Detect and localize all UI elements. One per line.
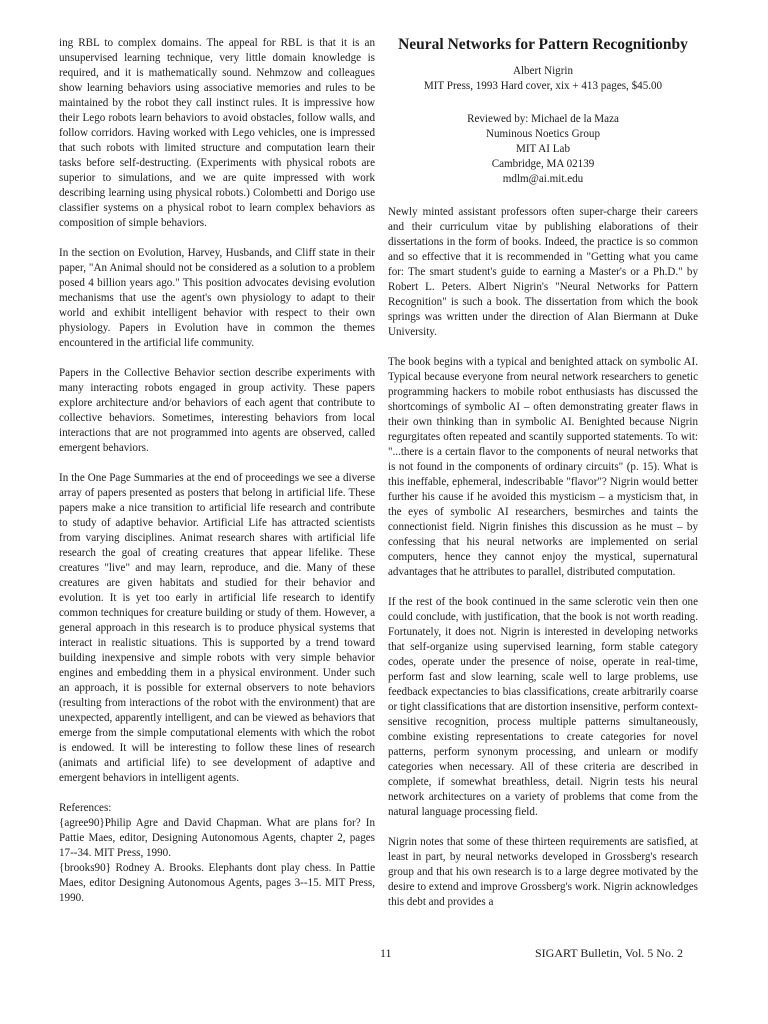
left-paragraph-2: In the section on Evolution, Harvey, Husbands, and Cliff state in their paper, "An Animal should not be considered as a solution to a problem posed 4 billion years ago." This position advocates devising evolution mechanisms that use the agent's own physiology to adapt to their world and exhibit intelligent behavior with respect to their own physiology. Papers in Evolution have in common the themes encountered in the artificial life community. bbox=[59, 247, 375, 349]
book-publication: MIT Press, 1993 Hard cover, xix + 413 pages, $45.00 bbox=[423, 80, 663, 92]
left-column bbox=[59, 36, 375, 906]
reviewer-group: Numinous Noetics Group bbox=[485, 128, 600, 140]
reviewer-city: Cambridge, MA 02139 bbox=[491, 158, 595, 170]
left-paragraph-1: ing RBL to complex domains. The appeal for RBL is that it is an unsupervised learning technique, very little domain knowledge is required, and it is mathematically sound. Nehmzow and colleagues show learning behaviors using associative memories and rules to be maintained by the robot they call instinct rules. It is impressive how their Lego robots learn behaviors to avoid obstacles, follow walls, and follow corridors. Having worked with Lego vehicles, one is impressed that such robots with limited structure and computation learn their tasks before self-destructing. (Experiments with physical robots are superior to simulations, and we are quite impressed with work describing learning using physical robots.) Colombetti and Dorigo use classifier systems on a physical robot to learn complex behaviors as composition of simple behaviors. bbox=[59, 37, 375, 229]
right-paragraph-2: The book begins with a typical and benighted attack on symbolic AI. Typical because everyone from neural network researchers to genetic programming hackers to mobile robot enthusiasts has discussed the shortcomings of symbolic AI – often demonstrating greater flaws in their own thinking than in symbolic AI. Benighted because Nigrin regurgitates often repeated and scantily supported statements. To wit: "...there is a certain flavor to the components of neural networks that is not found in the components of ordinary circuits" (p. 15). What is this ineffable, ephemeral, indescribable "flavor"? Nigrin would better further his cause if he avoided this mysticism – a mysticism that, in the eyes of symbolic AI researchers, besmirches and taints the connectionist field. Nigrin finishes this discussion as he must – by confessing that his neural networks are implemented on serial computers, hence they cannot enjoy the mystical, supernatural advantages that he attributes to parallel, distributed computation. bbox=[388, 356, 698, 578]
page-number: 11 bbox=[380, 946, 392, 960]
left-paragraph-3: Papers in the Collective Behavior section describe experiments with many interacting robots engaged in group activity. These papers explore architecture and/or behaviors of each agent that contribute to collective behaviors. Sometimes, interesting behaviors from local interactions that are not programmed into agents are observed, called emergent behaviors. bbox=[59, 367, 375, 454]
reviewer-info bbox=[388, 112, 698, 187]
journal-footer: SIGART Bulletin, Vol. 5 No. 2 bbox=[535, 946, 683, 960]
reference-item-brooks90: {brooks90} Rodney A. Brooks. Elephants dont play chess. In Pattie Maes, editor Designing Autonomous Agents, pages 3--15. MIT Press, 1990. bbox=[59, 862, 375, 904]
reviewer-name: Reviewed by: Michael de la Maza bbox=[467, 113, 619, 125]
references-heading: References: bbox=[59, 802, 112, 814]
right-paragraph-1: Newly minted assistant professors often super-charge their careers and their curriculum vitae by publishing elaborations of their dissertations in the form of books. Indeed, the practice is so common and so effective that it is recommended in "Getting what you came for: The smart student's guide to earning a Master's or a Ph.D." by Robert L. Peters. Albert Nigrin's "Neural Networks for Pattern Recognition" is such a book. The dissertation from which the book springs was written under the direction of Alan Biermann at Duke University. bbox=[388, 206, 698, 338]
reviewer-lab: MIT AI Lab bbox=[515, 143, 571, 155]
right-paragraph-4: Nigrin notes that some of these thirteen requirements are satisfied, at least in part, by neural networks developed in Grossberg's research group and that his own research is to a large degree motivated by the desire to extend and improve Grossberg's work. Nigrin acknowledges this debt and provides a bbox=[388, 836, 698, 908]
right-paragraph-3: If the rest of the book continued in the same sclerotic vein then one could conclude, with justification, that the book is not worth reading. Fortunately, it does not. Nigrin is interested in developing networks that self-organize using supervised learning, form stable category codes, operate under the presence of noise, operate in real-time, perform fast and slow learning, scale well to large problems, use feedback expectancies to bias classifications, create arbitrarily coarse or tight classifications that are distortion insensitive, perform context-sensitive recognition, process multiple patterns simultaneously, combine existing representations to create categories for novel patterns, perform synonym processing, and unlearn or modify categories when necessary. All of these criteria are described in complete, if somewhat breathless, detail. Nigrin tests his neural network architectures on a variety of problems that come from the natural language processing field. bbox=[388, 596, 698, 818]
right-column bbox=[388, 36, 698, 925]
reference-item-agre90: {agree90}Philip Agre and David Chapman. What are plans for? In Pattie Maes, editor, Designing Autonomous Agents, chapter 2, pages 17--34. MIT Press, 1990. bbox=[59, 817, 375, 859]
references-section bbox=[59, 801, 375, 906]
left-paragraph-4: In the One Page Summaries at the end of proceedings we see a diverse array of papers presented as posters that belong in artificial life. These papers make a nice transition to artificial life research and contribute to study of adaptive behavior. Artificial Life has attracted scientists from varying disciplines. Animat research shares with artificial life research the goal of creating creatures that appear lifelike. These creatures "live" and may learn, reproduce, and die. Many of these creatures are given habitats and studied for their behavior and evolution. It is yet too early in artificial life research to identify common techniques for creature building or study of them. However, a general approach in this research is to produce physical systems that interact in realistic situations. This is supported by a trend toward building inexpensive and simple robots with very simple behavior engines and embedding them in a physical environment. Under such an approach, it is possible for external observers to note behaviors (resulting from interactions of the robot with the environment) that are unexpected, apparently intelligent, and can be viewed as behaviors that emerge from the simple computational elements with which the robot is endowed. It will be interesting to follow these lines of research (animats and artificial life) to see development of adaptive and emergent behaviors in intelligent agents. bbox=[59, 472, 375, 784]
reviewer-email: mdlm@ai.mit.edu bbox=[502, 173, 584, 185]
review-title: Neural Networks for Pattern Recognitionby bbox=[398, 36, 688, 53]
book-author: Albert Nigrin bbox=[512, 65, 574, 77]
book-info bbox=[388, 64, 698, 94]
